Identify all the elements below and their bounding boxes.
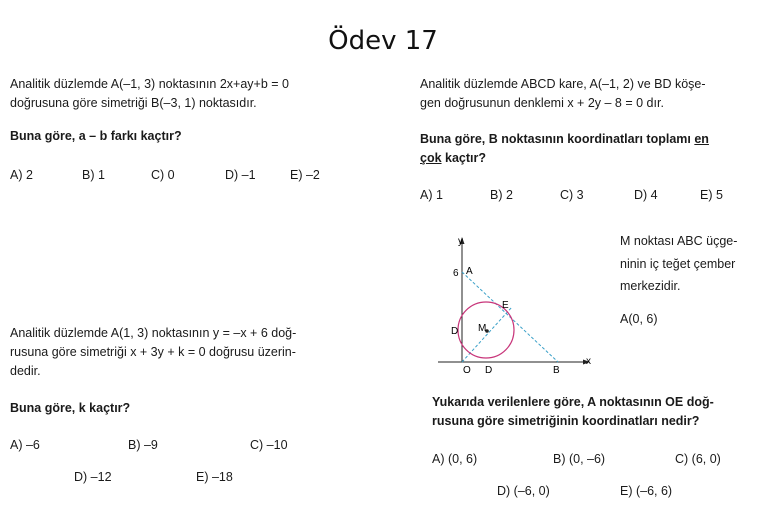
q2-question-line-1: Buna göre, B noktasının koordinatları toplamı en	[420, 132, 709, 146]
q4-option-a: A) (0, 6)	[432, 452, 478, 466]
q1-question: Buna göre, a – b farkı kaçtır?	[10, 129, 182, 143]
q4-question-line-2: rusuna göre simetriğinin koordinatları nedir?	[432, 414, 700, 428]
label-d-bottom: D	[485, 365, 493, 376]
q4-desc-line-3: merkezidir.	[620, 279, 681, 293]
page-title: Ödev 17	[328, 26, 438, 56]
q2-option-e: E) 5	[700, 188, 723, 202]
label-b: B	[553, 365, 560, 376]
q2-text-line-1: Analitik düzlemde ABCD kare, A(–1, 2) ve BD köşe-	[420, 77, 706, 91]
line-oe	[462, 307, 512, 362]
q2-underline-en: en	[694, 132, 709, 146]
q3-option-c: C) –10	[250, 438, 288, 452]
label-y: y	[458, 236, 463, 247]
q4-option-d: D) (–6, 0)	[497, 484, 550, 498]
q3-text-line-2: rusuna göre simetriği x + 3y + k = 0 doğrusu üzerin-	[10, 345, 296, 359]
q3-option-e: E) –18	[196, 470, 233, 484]
q1-option-d: D) –1	[225, 168, 256, 182]
q2-option-b: B) 2	[490, 188, 513, 202]
label-d-left: D	[451, 326, 459, 337]
q2-option-d: D) 4	[634, 188, 658, 202]
q4-option-b: B) (0, –6)	[553, 452, 606, 466]
label-a: A	[466, 266, 473, 277]
q1-option-c: C) 0	[151, 168, 175, 182]
label-6: 6	[453, 268, 459, 279]
label-e: E	[502, 300, 509, 311]
q2-text-line-2: gen doğrusunun denklemi x + 2y – 8 = 0 dır.	[420, 96, 664, 110]
label-m: M	[478, 323, 487, 334]
q3-option-a: A) –6	[10, 438, 40, 452]
line-ab	[462, 272, 558, 362]
q1-option-b: B) 1	[82, 168, 105, 182]
q1-text-line-2: doğrusuna göre simetriği B(–3, 1) noktasıdır.	[10, 96, 257, 110]
q4-option-e: E) (–6, 6)	[620, 484, 673, 498]
q3-option-d: D) –12	[74, 470, 112, 484]
q4-desc-line-2: ninin iç teğet çember	[620, 257, 736, 271]
q2-underline-cok: çok	[420, 151, 442, 165]
q1-option-e: E) –2	[290, 168, 320, 182]
q2-option-c: C) 3	[560, 188, 584, 202]
q4-question-line-1: Yukarıda verilenlere göre, A noktasının OE doğ-	[432, 395, 714, 409]
q3-text-line-3: dedir.	[10, 364, 41, 378]
q1-option-a: A) 2	[10, 168, 33, 182]
q4-option-c: C) (6, 0)	[675, 452, 721, 466]
q2-option-a: A) 1	[420, 188, 443, 202]
q2-question-line-2: çok kaçtır?	[420, 151, 487, 165]
q3-text-line-1: Analitik düzlemde A(1, 3) noktasının y = –x + 6 doğ-	[10, 326, 297, 340]
label-x: x	[586, 356, 591, 367]
q3-question: Buna göre, k kaçtır?	[10, 401, 131, 415]
q1-text-line-1: Analitik düzlemde A(–1, 3) noktasının 2x+ay+b = 0	[10, 77, 289, 91]
geometry-figure	[430, 230, 605, 380]
q4-desc-line-1: M noktası ABC üçge-	[620, 234, 738, 248]
label-o: O	[463, 365, 471, 376]
q3-option-b: B) –9	[128, 438, 158, 452]
q4-given: A(0, 6)	[620, 312, 658, 326]
